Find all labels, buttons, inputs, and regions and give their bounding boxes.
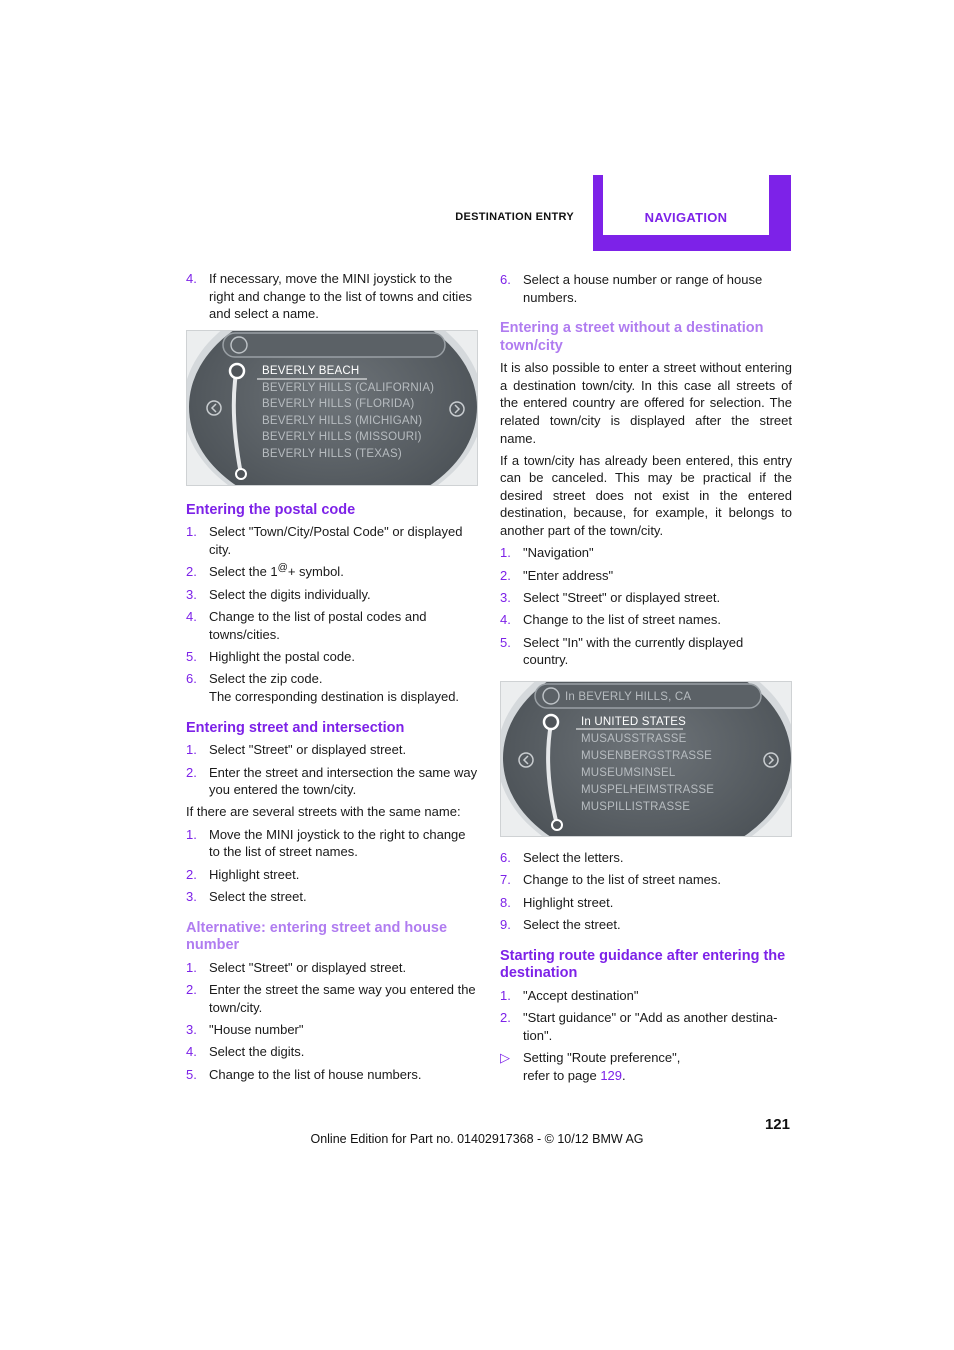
list-item: 7. Change to the list of street names. — [500, 872, 721, 888]
list-item: 3. Select "Street" or displayed street. — [500, 589, 721, 605]
list-item: MUSENBERGSTRASSE — [581, 749, 713, 762]
list-item: 3. Select the street. — [186, 888, 307, 904]
triangle-bullet-icon: ▷ — [500, 1050, 510, 1066]
paragraph: If there are several streets with the same name: — [186, 804, 461, 820]
no-town-steps — [500, 544, 792, 669]
list-item: 5. Highlight the postal code. — [186, 649, 355, 665]
list-item: 1. "Navigation" — [500, 545, 594, 561]
current-town-label: In BEVERLY HILLS, CA — [565, 690, 692, 703]
list-item: BEVERLY HILLS (MISSOURI) — [262, 430, 422, 443]
page-number: 121 — [764, 1116, 790, 1133]
paragraph: It is also possible to enter a street without entering a destination town/city. In this case all streets of the entered country are offered for selection. The related town/city is displayed after the street name. — [500, 360, 792, 446]
route-steps — [500, 987, 792, 1085]
heading-alternative: Alternative: entering street and house number — [186, 919, 448, 954]
list-item: 1. Select "Street" or displayed street. — [186, 742, 407, 758]
heading-route-guidance: Starting route guidance after entering the destination — [500, 947, 786, 982]
left-column — [186, 270, 478, 1088]
list-item: BEVERLY HILLS (TEXAS) — [262, 447, 402, 460]
list-item: BEVERLY BEACH — [262, 364, 360, 377]
heading-no-town: Entering a street without a destination town/city — [500, 320, 764, 354]
list-item: 2. Enter the street and intersection the same way you entered the town/city. — [186, 764, 478, 798]
list-item: MUSPELHEIMSTRASSE — [581, 783, 715, 796]
list-item: 1. "Accept destination" — [500, 987, 639, 1003]
list-item: 2. Highlight street. — [186, 866, 300, 882]
list-item: 2. "Start guidance" or "Add as another destination". — [500, 1010, 778, 1043]
list-item: 4. Change to the list of street names. — [500, 612, 721, 628]
list-item: ▷ Setting "Route preference", refer to page 129. — [500, 1050, 681, 1083]
list-item: 8. Highlight street. — [500, 894, 614, 910]
list-item: 4. Select the digits. — [186, 1044, 305, 1060]
list-item: 1. Select "Town/City/Postal Code" or displayed city. — [186, 524, 463, 557]
street-selection-steps — [500, 849, 792, 934]
list-item: MUSPILLISTRASSE — [581, 800, 691, 813]
list-item: 9. Select the street. — [500, 917, 621, 933]
list-item: BEVERLY HILLS (MICHIGAN) — [262, 414, 423, 427]
postal-steps — [186, 523, 478, 705]
list-item: 3. Select the digits individually. — [186, 586, 371, 602]
street-list-screen — [500, 681, 792, 837]
list-item: 2. "Enter address" — [500, 567, 614, 583]
chapter-tab — [593, 175, 791, 251]
list-item: 2. Enter the street the same way you entered the town/city. — [186, 981, 476, 1015]
heading-street-intersection: Entering street and intersection — [186, 719, 405, 736]
list-item: In UNITED STATES — [581, 715, 687, 728]
town-list-screen — [186, 330, 478, 486]
list-item: 1. Move the MINI joystick to the right to change to the list of street names. — [186, 826, 466, 860]
alt-steps — [186, 959, 478, 1084]
heading-postal-code: Entering the postal code — [186, 501, 356, 518]
list-item: 4. Change to the list of postal codes and towns/cities. — [186, 609, 427, 642]
list-item: 3. "House number" — [186, 1021, 304, 1037]
list-item: 1. Select "Street" or displayed street. — [186, 959, 407, 975]
step-list — [500, 271, 792, 306]
at-symbol-icon: @ — [277, 562, 288, 574]
list-item: 6. Select the zip code. The corresponding destination is displayed. — [186, 671, 460, 705]
list-item: 6. Select a house number or range of house numbers. — [500, 272, 763, 305]
edition-note: Online Edition for Part no. 01402917368 - © 10/12 BMW AG — [310, 1132, 644, 1146]
street-steps-2 — [186, 826, 478, 906]
list-item: BEVERLY HILLS (CALIFORNIA) — [262, 381, 435, 394]
paragraph: If a town/city has already been entered, this entry can be canceled. This may be practical if the desired street does not exist in the entered destination, because, for example, it belongs to another part of the town/city. — [500, 452, 792, 539]
step-list — [186, 270, 478, 323]
list-item: 5. Select "In" with the currently displayed country. — [500, 634, 744, 668]
list-item: 4. If necessary, move the MINI joystick to the right and change to the list of towns and cities and select a name. — [186, 271, 473, 322]
section-title: DESTINATION ENTRY — [455, 211, 574, 223]
page-link[interactable]: 129 — [600, 1067, 623, 1083]
list-item: 6. Select the letters. — [500, 849, 624, 865]
list-item: BEVERLY HILLS (FLORIDA) — [262, 397, 415, 410]
list-item: 2. Select the 1@+ symbol. — [186, 562, 344, 580]
right-column — [500, 271, 792, 1089]
chapter-title: NAVIGATION — [644, 210, 728, 225]
list-item: 5. Change to the list of house numbers. — [186, 1066, 422, 1082]
list-item: MUSAUSSTRASSE — [581, 732, 687, 745]
street-steps — [186, 741, 478, 799]
list-item: MUSEUMSINSEL — [581, 766, 676, 779]
